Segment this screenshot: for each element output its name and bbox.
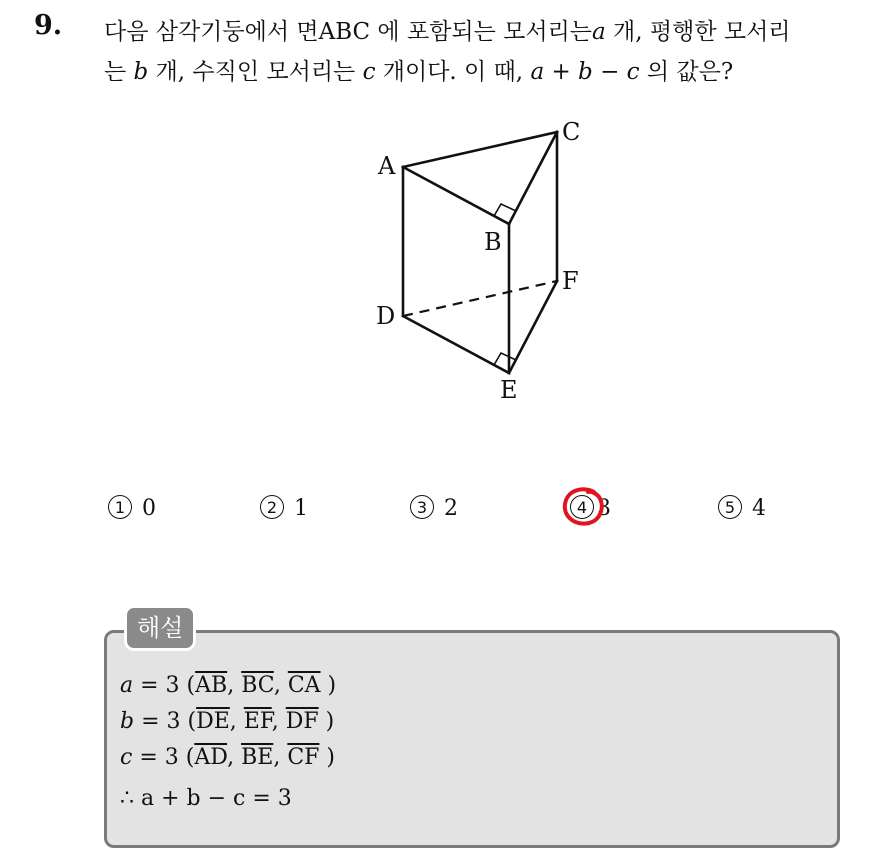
- vertex-label-d: D: [376, 302, 396, 330]
- segment-ef: $\overline{EF}$: [243, 709, 272, 734]
- choice-5-value: 4: [752, 496, 766, 521]
- question-text-part: 의 값은?: [639, 59, 734, 85]
- vertex-label-e: E: [500, 376, 518, 404]
- segment-de: $\overline{DE}$: [196, 709, 230, 734]
- vertex-label-b: B: [484, 228, 502, 256]
- solution-conclusion: ∴ a + b − c = 3: [120, 786, 292, 811]
- variable-a: a: [592, 19, 606, 45]
- choice-5-number: 5: [718, 495, 742, 519]
- solution-tab: 해설: [124, 605, 196, 651]
- question-text-part: 개, 평행한 모서리: [605, 19, 791, 45]
- prism-figure: [360, 110, 600, 410]
- question-line-2: [104, 52, 874, 92]
- equation-text: = 3 (: [132, 745, 195, 770]
- segment-be: $\overline{BE}$: [241, 745, 274, 770]
- edge-ef: [509, 281, 557, 373]
- segment-ca: $\overline{CA}$: [287, 673, 321, 698]
- choice-2[interactable]: [260, 495, 308, 521]
- close-paren: ): [318, 709, 335, 734]
- vertex-label-f: F: [562, 267, 579, 295]
- segment-ad: $\overline{AD}$: [194, 745, 228, 770]
- close-paren: ): [319, 745, 335, 770]
- solution-line-c: c = 3 ($\overline{AD}$, $\overline{BE}$, $\overline{CF}$ ): [120, 745, 335, 770]
- choice-1[interactable]: [108, 495, 156, 521]
- variable-a: a: [120, 673, 134, 698]
- question-number: 9.: [34, 10, 63, 41]
- segment-cf: $\overline{CF}$: [287, 745, 320, 770]
- solution-line-a: a = 3 ($\overline{AB}$, $\overline{BC}$, $\overline{CA}$ ): [120, 673, 337, 698]
- edge-de: [403, 316, 509, 373]
- answer-choices: [104, 495, 804, 529]
- edge-ab: [403, 167, 509, 224]
- choice-5[interactable]: [718, 495, 766, 521]
- triangular-prism-diagram: [360, 110, 600, 410]
- segment-bc: $\overline{BC}$: [241, 673, 274, 698]
- choice-1-number: 1: [108, 495, 132, 519]
- vertex-label-a: A: [378, 152, 396, 180]
- variable-c: c: [120, 745, 133, 770]
- choice-3[interactable]: [410, 495, 458, 521]
- question-text-part: 개이다. 이 때,: [375, 59, 531, 85]
- choice-3-value: 2: [444, 496, 458, 521]
- choice-4[interactable]: [570, 495, 611, 521]
- vertex-label-c: C: [562, 118, 581, 146]
- question-text-part: 다음 삼각기둥에서 면ABC 에 포함되는 모서리는: [104, 19, 593, 45]
- choice-4-value: 3: [597, 496, 611, 521]
- segment-df: $\overline{DF}$: [285, 709, 319, 734]
- equation-text: = 3 (: [133, 673, 196, 698]
- question-text-part: 개, 수직인 모서리는: [148, 59, 363, 85]
- edge-ac: [403, 132, 557, 167]
- edge-bc: [509, 132, 557, 224]
- choice-2-value: 1: [294, 496, 308, 521]
- solution-line-b: b = 3 ($\overline{DE}$, $\overline{EF}$, $\overline{DF}$ ): [120, 709, 335, 734]
- choice-4-number: 4: [570, 495, 594, 519]
- close-paren: ): [320, 673, 337, 698]
- expression: a + b − c: [530, 59, 640, 85]
- question-text-part: 는: [104, 59, 134, 85]
- variable-b: b: [133, 59, 149, 85]
- segment-ab: $\overline{AB}$: [195, 673, 228, 698]
- question-line-1: [104, 12, 874, 52]
- question-text: [104, 12, 874, 92]
- variable-b: b: [120, 709, 135, 734]
- edge-df-hidden: [403, 281, 557, 316]
- choice-2-number: 2: [260, 495, 284, 519]
- choice-1-value: 0: [142, 496, 156, 521]
- variable-c: c: [362, 59, 376, 85]
- choice-3-number: 3: [410, 495, 434, 519]
- solution-box: [104, 630, 840, 848]
- equation-text: = 3 (: [134, 709, 197, 734]
